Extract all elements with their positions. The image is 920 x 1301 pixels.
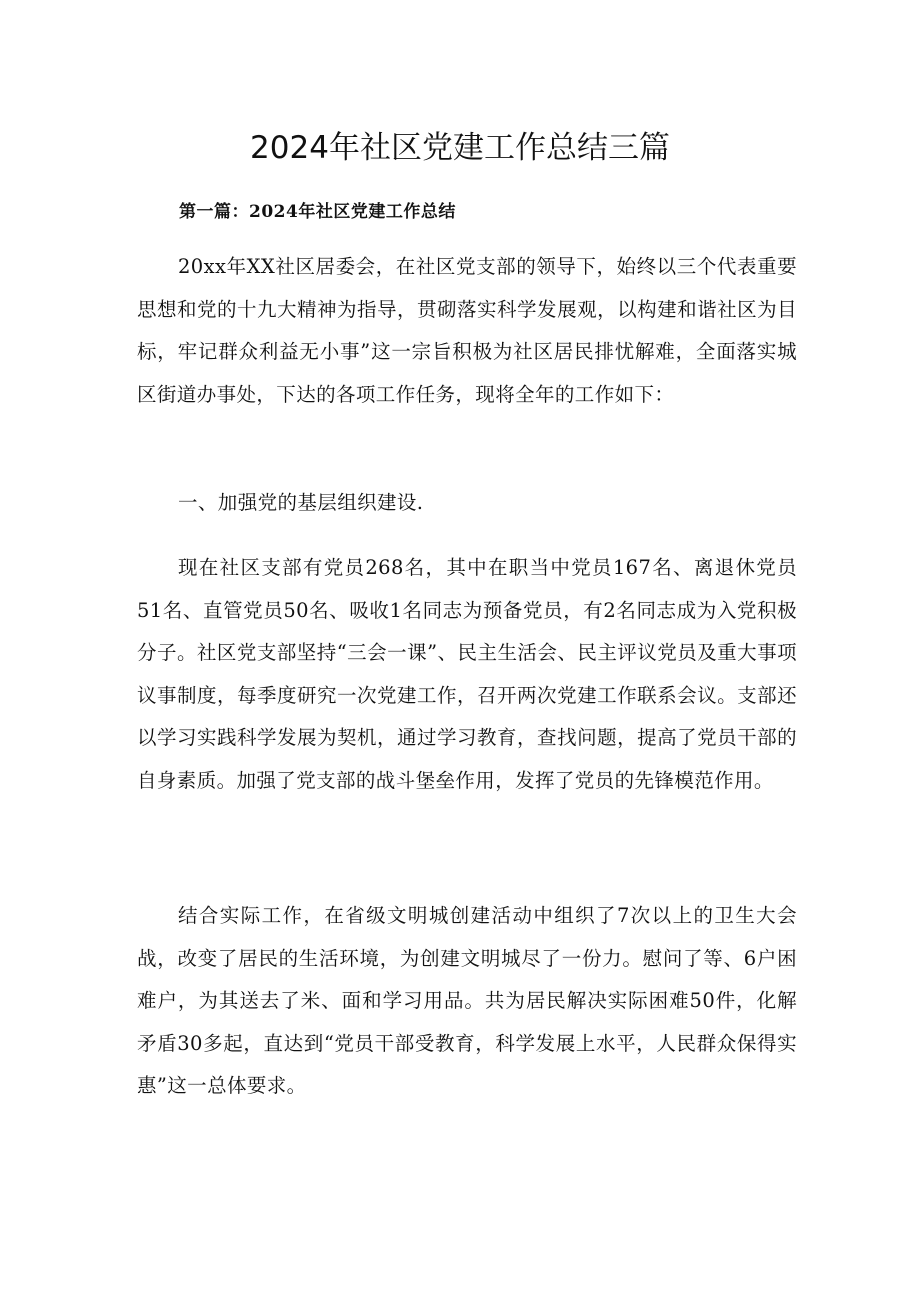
paragraph-subheading: 一、加强党的基层组织建设.	[178, 491, 424, 514]
document-title: 2024年社区党建工作总结三篇	[250, 130, 670, 166]
paragraph-intro: 20xx年XX社区居委会，在社区党支部的领导下，始终以三个代表重要思想和党的十九大精神为指导，贯砌落实科学发展观，以构建和谐社区为目标，牢记群众利益无小事”这一宗旨积极为社区居民排忧解难，全面落实城区街道办事处，下达的各项工作任务，现将全年的工作如下：	[137, 255, 797, 406]
paragraph-practical-work: 结合实际工作，在省级文明城创建活动中组织了7次以上的卫生大会战，改变了居民的生活环境，为创建文明城尽了一份力。慰问了等、6户困难户，为其送去了米、面和学习用品。共为居民解决实际困难50件，化解矛盾30多起，直达到“党员干部受教育，科学发展上水平，人民群众保得实惠”这一总体要求。	[137, 904, 797, 1097]
paragraph-party-members: 现在社区支部有党员268名，其中在职当中党员167名、离退休党员51名、直管党员50名、吸收1名同志为预备党员，有2名同志成为入党积极分子。社区党支部坚持“三会一课”、民主生活会、民主评议党员及重大事项议事制度，每季度研究一次党建工作，召开两次党建工作联系会议。支部还以学习实践科学发展为契机，通过学习教育，查找问题，提高了党员干部的自身素质。加强了党支部的战斗堡垒作用，发挥了党员的先锋模范作用。	[137, 556, 797, 792]
section-heading: 第一篇：2024年社区党建工作总结	[179, 202, 456, 222]
